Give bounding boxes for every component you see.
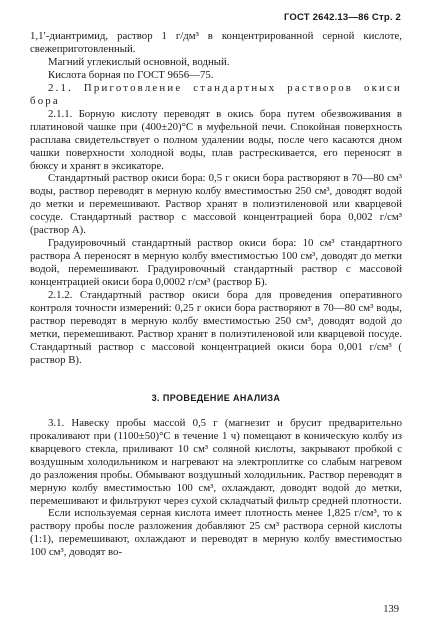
reagent-boric-acid: Кислота борная по ГОСТ 9656—75. [48, 68, 214, 81]
standard-number: ГОСТ 2642.13—86 [283, 12, 370, 23]
section-3-title: 3. ПРОВЕДЕНИЕ АНАЛИЗА [151, 392, 281, 403]
section-2-1-heading: 2.1. Приготовление стандартных растворов окиси бора [30, 81, 402, 107]
paragraph-2-1-2: 2.1.2. Стандартный раствор окиси бора для проведения оперативного контроля точности измерений: 0,25 г окиси бора растворяют в 70—80 см³ воды, раствор переводят в мерную колбу вместимостью 250 см³, доводят водой до метки, перемешивают. Раствор хранят в полиэтиленовой или кварцевой посуде. Стандартный раствор с массовой концентрацией окиси бора 0,001 г/см³ ( раствор В). [30, 289, 402, 366]
reagent-magnesium-carbonate: Магний углекислый основной, водный. [48, 55, 230, 68]
paragraph-sulfuric-acid: Если используемая серная кислота имеет плотность менее 1,825 г/см³, то к раствору пробы после разложения добавляют 25 см³ раствора серной кислоты (1:1), перемешивают, охлаждают и переводят в мерную колбу вместимостью 100 см³, доводят во- [30, 507, 402, 559]
paragraph-calibration-solution-b: Градуировочный стандартный раствор окиси бора: 10 см³ стандартного раствора А переносят в мерную колбу вместимостью 100 см³, доводят до метки водой, перемешивают. Градуировочный стандартный раствор с массовой концентрацией окиси бора 0,0002 г/см³ (раствор Б). [30, 237, 402, 289]
paragraph-2-1-1: 2.1.1. Борную кислоту переводят в окись бора путем обезвоживания в платиновой чашке при (400±20)°С в муфельной печи. Спокойная поверхность расплава свидетельствует о полном удалении воды, после чего касаются дном чашки поверхности холодной воды, плав растрескивается, его переносят в бюксу и хранят в эксикаторе. [30, 107, 402, 172]
document-body [30, 30, 402, 559]
paragraph-3-1: 3.1. Навеску пробы массой 0,5 г (магнезит и брусит предварительно прокаливают при (1100±50)°С в течение 1 ч) помещают в коническую колбу из кварцевого стекла, приливают 10 см³ соляной кислоты, закрывают пробкой с воздушным холодильником и нагревают на электроплитке со слабым нагревом до разложения пробы. Обмывают воздушный холодильник. Раствор переводят в мерную колбу вместимостью 100 см³, охлаждают, доводят водой до метки, перемешивают и фильтруют через сухой складчатый фильтр средней плотности. [30, 416, 402, 507]
paragraph-standard-solution-a: Стандартный раствор окиси бора: 0,5 г окиси бора растворяют в 70—80 см³ воды, раствор переводят в мерную колбу вместимостью 250 см³, доводят водой до метки и перемешивают. Раствор хранят в полиэтиленовой или кварцевой сосуде. Стандартный раствор с массовой концентрацией бора 0,002 г/см³ (раствор А). [30, 172, 402, 237]
page-number: 139 [383, 604, 399, 615]
reagent-diantrimide: 1,1′-диантримид, раствор 1 г/дм³ в концентрированной серной кислоте, свежеприготовленный. [30, 30, 402, 55]
page-header [284, 12, 401, 23]
page-label: Стр. 2 [371, 12, 401, 23]
